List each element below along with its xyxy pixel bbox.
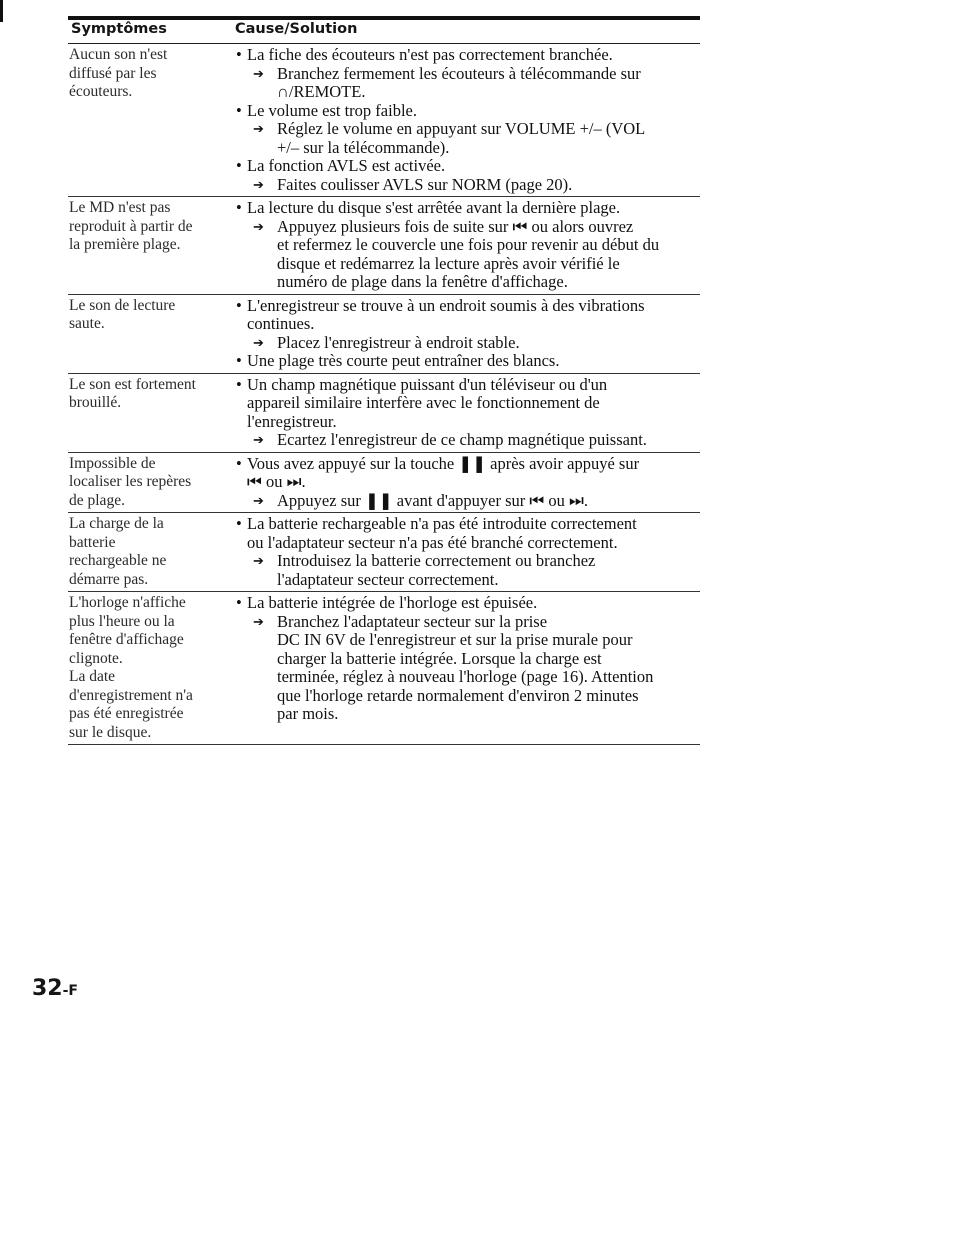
table-body <box>68 44 700 745</box>
line-text: La fiche des écouteurs n'est pas correctement branchée. <box>247 45 613 64</box>
line-text: numéro de plage dans la fenêtre d'affichage. <box>277 272 568 291</box>
cause-line <box>233 455 700 474</box>
line-text: disque et redémarrez la lecture après avoir vérifié le <box>277 253 620 273</box>
symptom-line: démarre pas. <box>69 570 149 588</box>
continuation-line <box>233 315 700 334</box>
continuation-line <box>233 473 700 492</box>
line-text: par mois. <box>277 704 339 723</box>
symptom-cell <box>68 297 233 371</box>
solution-line <box>233 176 700 195</box>
line-text: L'enregistreur se trouve à un endroit soumis à des vibrations <box>247 295 645 315</box>
solution-line <box>233 334 700 353</box>
symptom-line: L'horloge n'affiche <box>69 594 186 611</box>
solution-cell <box>233 455 700 511</box>
line-text: Vous avez appuyé sur la touche ❚❚ après avoir appuyé sur <box>247 453 640 473</box>
symptom-cell <box>68 594 233 742</box>
cause-line <box>233 46 700 65</box>
solution-line <box>233 492 700 511</box>
symptom-line: clignote. <box>69 649 123 667</box>
line-text: Un champ magnétique puissant d'un téléviseur ou d'un <box>247 374 608 394</box>
solution-cell <box>233 376 700 450</box>
line-text: appareil similaire interfère avec le fonctionnement de <box>247 393 600 412</box>
continuation-line <box>233 255 700 274</box>
arrow-icon: ➔ <box>253 492 264 508</box>
solution-cell <box>233 46 700 194</box>
continuation-line <box>233 236 700 255</box>
solution-cell <box>233 594 700 742</box>
bullet-mark: • <box>236 100 242 120</box>
arrow-icon: ➔ <box>253 553 264 568</box>
line-text: Branchez l'adaptateur secteur sur la prise <box>277 611 548 631</box>
line-text: et refermez le couvercle une fois pour revenir au début du <box>277 235 660 254</box>
line-text: ∩/REMOTE. <box>277 82 366 101</box>
cause-line <box>233 594 700 613</box>
continuation-line <box>233 413 700 432</box>
line-text: Ecartez l'enregistreur de ce champ magnétique puissant. <box>277 430 647 449</box>
line-text: terminée, réglez à nouveau l'horloge (page 16). Attention <box>277 667 654 686</box>
bullet-mark: • <box>236 351 242 370</box>
line-text: Faites coulisser AVLS sur NORM (page 20). <box>277 174 573 194</box>
symptom-line: la première plage. <box>69 236 181 253</box>
line-text: l'adaptateur secteur correctement. <box>277 569 499 589</box>
symptom-line: brouillé. <box>69 394 122 411</box>
table-row <box>68 592 700 745</box>
continuation-line <box>233 534 700 553</box>
symptom-line: La date <box>69 668 116 685</box>
cause-line <box>233 515 700 534</box>
bullet-mark: • <box>236 593 242 612</box>
line-text: ⏮ ou ⏭. <box>247 472 306 491</box>
table-row <box>68 374 700 453</box>
line-text: charger la batterie intégrée. Lorsque la charge est <box>277 648 602 668</box>
line-text: Appuyez plusieurs fois de suite sur ⏮ ou alors ouvrez <box>277 216 634 236</box>
cause-line <box>233 297 700 316</box>
line-text: Appuyez sur ❚❚ avant d'appuyer sur ⏮ ou ⏭. <box>277 490 588 510</box>
cause-line <box>233 102 700 121</box>
symptom-line: Aucun son n'est <box>69 46 168 63</box>
symptom-line: sur le disque. <box>69 723 152 741</box>
bullet-mark: • <box>236 156 242 175</box>
continuation-line <box>233 705 700 724</box>
arrow-icon: ➔ <box>253 65 264 81</box>
arrow-icon: ➔ <box>253 432 264 447</box>
symptom-cell <box>68 515 233 589</box>
line-text: Réglez le volume en appuyant sur VOLUME +/– (VOL <box>277 119 646 138</box>
symptom-line: fenêtre d'affichage <box>69 631 184 648</box>
continuation-line <box>233 571 700 590</box>
continuation-line <box>233 650 700 669</box>
symptom-line: diffusé par les <box>69 64 157 82</box>
symptom-line: localiser les repères <box>69 473 192 490</box>
continuation-line <box>233 631 700 650</box>
arrow-icon: ➔ <box>253 218 264 234</box>
solution-line <box>233 431 700 450</box>
line-text: ou l'adaptateur secteur n'a pas été branché correctement. <box>247 532 618 552</box>
symptom-cell <box>68 376 233 450</box>
arrow-icon: ➔ <box>253 121 264 136</box>
symptom-line: La charge de la <box>69 515 164 532</box>
solution-cell <box>233 515 700 589</box>
symptom-line: Impossible de <box>69 454 156 472</box>
line-text: Placez l'enregistreur à endroit stable. <box>277 332 520 352</box>
page-number-value: 32 <box>32 976 63 1001</box>
margin-mark <box>0 0 3 22</box>
symptom-line: écouteurs. <box>69 83 133 100</box>
bullet-mark: • <box>236 45 242 64</box>
symptom-cell <box>68 199 233 292</box>
symptom-cell <box>68 455 233 511</box>
symptom-cell <box>68 46 233 194</box>
line-text: Branchez fermement les écouteurs à télécommande sur <box>277 63 641 83</box>
cause-line <box>233 376 700 395</box>
continuation-line <box>233 394 700 413</box>
page-number-suffix: -F <box>62 983 78 999</box>
continuation-line <box>233 273 700 292</box>
continuation-line <box>233 83 700 102</box>
line-text: +/– sur la télécommande). <box>277 137 450 157</box>
bullet-mark: • <box>236 453 242 473</box>
bullet-mark: • <box>236 295 242 315</box>
solution-line <box>233 120 700 139</box>
symptom-line: de plage. <box>69 491 125 509</box>
line-text: La fonction AVLS est activée. <box>247 156 446 175</box>
symptom-line: Le MD n'est pas <box>69 199 171 216</box>
continuation-line <box>233 687 700 706</box>
cause-line <box>233 157 700 176</box>
page-number <box>32 976 78 1001</box>
continuation-line <box>233 139 700 158</box>
arrow-icon: ➔ <box>253 176 264 192</box>
line-text: La batterie intégrée de l'horloge est épuisée. <box>247 593 538 612</box>
symptom-line: d'enregistrement n'a <box>69 686 193 704</box>
table-row <box>68 197 700 295</box>
solution-cell <box>233 199 700 292</box>
line-text: que l'horloge retarde normalement d'environ 2 minutes <box>277 685 639 705</box>
symptom-line: plus l'heure ou la <box>69 612 175 630</box>
bullet-mark: • <box>236 198 242 217</box>
troubleshooting-table <box>68 16 700 745</box>
line-text: Une plage très courte peut entraîner des blancs. <box>247 351 560 370</box>
bullet-mark: • <box>236 374 242 394</box>
symptom-line: rechargeable ne <box>69 552 167 569</box>
solution-line <box>233 65 700 84</box>
table-row <box>68 295 700 374</box>
cause-line <box>233 352 700 371</box>
solution-cell <box>233 297 700 371</box>
arrow-icon: ➔ <box>253 613 264 629</box>
table-row <box>68 513 700 592</box>
symptom-line: saute. <box>69 315 105 332</box>
solution-line <box>233 613 700 632</box>
line-text: DC IN 6V de l'enregistreur et sur la prise murale pour <box>277 630 633 649</box>
symptom-line: reproduit à partir de <box>69 217 193 235</box>
symptom-line: batterie <box>69 533 116 551</box>
symptom-line: pas été enregistrée <box>69 705 184 722</box>
line-text: La batterie rechargeable n'a pas été introduite correctement <box>247 514 637 533</box>
bullet-mark: • <box>236 514 242 533</box>
arrow-icon: ➔ <box>253 334 264 350</box>
continuation-line <box>233 668 700 687</box>
symptom-line: Le son est fortement <box>69 375 196 393</box>
line-text: continues. <box>247 314 315 333</box>
line-text: Introduisez la batterie correctement ou branchez <box>277 551 596 570</box>
solution-line <box>233 218 700 237</box>
line-text: l'enregistreur. <box>247 411 337 431</box>
cause-line <box>233 199 700 218</box>
header-cause-solution: Cause/Solution <box>235 21 358 37</box>
symptom-line: Le son de lecture <box>69 296 176 314</box>
header-symptoms: Symptômes <box>71 21 167 37</box>
table-header <box>68 20 700 44</box>
line-text: La lecture du disque s'est arrêtée avant la dernière plage. <box>247 198 621 217</box>
table-row <box>68 44 700 197</box>
solution-line <box>233 552 700 571</box>
line-text: Le volume est trop faible. <box>247 100 417 120</box>
table-row <box>68 453 700 514</box>
